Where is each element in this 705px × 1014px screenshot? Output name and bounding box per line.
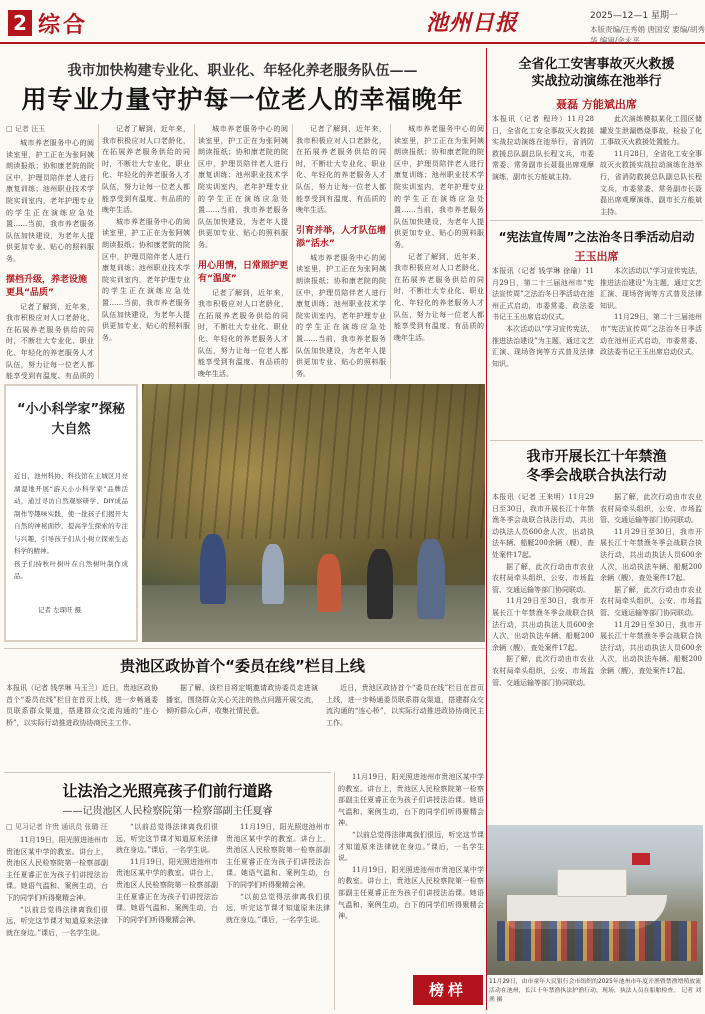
constitution-paragraph: 11月29日，第二十三届池州市“宪法宣传周”之法治冬日季活动在池州正式启动，市委常委、政法委书记王玉出席启动仪式。 (600, 313, 702, 357)
procuratorate-paragraph: 11月19日，阳光照进池州市贵池区某中学的教室。讲台上，贵池区人民检察院第一检察部副主任夏睿正在为孩子们讲授法治课。她语气温和、案例生动，台下的同学们听得聚精会神。 (338, 773, 484, 828)
drill-paragraph: 11月28日，全省化工安全事故灭火救援实战拉动演练在池举行，省消防救援总队副总队长程文兵，市委常委、常务副市长聂磊出席观摩演练，副市长方能斌主持。 (600, 149, 702, 216)
procuratorate-column-3 (226, 822, 330, 1010)
yangtze-paragraph: 据了解，此次行动由市农业农村局牵头组织，公安、市场监管、交通运输等部门协同联动。 (492, 562, 594, 594)
procuratorate-subtitle: ——记贵池区人民检察院第一检察部副主任夏睿 (62, 806, 273, 817)
drill-paragraph: 11月28日，全省化工安全事故灭火救援实战拉动演练在池举行，省消防救援总队副总队长程文兵，市委常委、常务副市长聂磊出席观摩演练，副市长方能斌主持。 (492, 115, 594, 181)
drill-byline: 本报讯（记者 程玲） (492, 115, 568, 123)
constitution-paragraph: 本次活动以“学习宣传宪法，推进法治建设”为主题，通过文艺汇演、现场咨询等方式普及法律知识。 (492, 324, 594, 368)
lead-paragraph: 记者了解到，近年来，我市积极应对人口老龄化，在拓展养老服务供给的同时，不断壮大专业化、职业化、年轻化的养老服务人才队伍，努力让每一位老人都能享受到有温度、有品质的晚年生活。 (198, 288, 288, 378)
procuratorate-column-2 (116, 822, 218, 1010)
section-divider (490, 440, 703, 441)
constitution-attendees: 王玉出席 (574, 250, 619, 263)
cppcc-headline: 贵池区政协首个“委员在线”栏目上线 (120, 657, 365, 675)
procuratorate-paragraph: “以前总觉得法律离我们很远，听完这节课才知道原来法律就在身边。”课后，一名学生说。 (6, 905, 108, 937)
nature-exploration-photo (142, 384, 485, 642)
lead-paragraph: 记者了解到，近年来，我市积极应对人口老龄化，在拓展养老服务供给的同时，不断壮大专业化、职业化、年轻化的养老服务人才队伍，努力让每一位老人都能享受到有温度、有品质的晚年生活。 (394, 252, 484, 342)
photo-person (367, 549, 393, 619)
column-divider (390, 124, 391, 379)
lead-subhead-3: 引育并举，人才队伍增添“活水” (296, 225, 387, 249)
photo-caption-text: 近日，池州科协、科技馆在主城区月亮湖湿地开展“游天小小科学家”品牌活动，通过寻访自然观察研学、DIY成品制作等趣味实践，使一批孩子们揭开大自然的神秘面纱，提高学生探索的专注与兴趣，引导孩子们从小树立探索生态科学的精神。 (14, 472, 128, 555)
constitution-column-1 (492, 266, 594, 436)
drill-column-1 (492, 114, 594, 214)
constitution-headline: “宪法宣传周”之法治冬日季活动启动 (498, 230, 695, 244)
lead-kicker: 我市加快构建专业化、职业化、年轻化养老服务队伍—— (67, 63, 418, 79)
lead-column-3 (198, 124, 288, 379)
column-divider (194, 124, 195, 379)
photo-trees (142, 384, 485, 539)
yangtze-paragraph: 据了解，此次行动由市农业农村局牵头组织，公安、市场监管、交通运输等部门协同联动。 (492, 655, 594, 687)
procuratorate-paragraph: “以前总觉得法律离我们很远，听完这节课才知道原来法律就在身边。”课后，一名学生说。 (116, 823, 218, 855)
yangtze-headline-line-1: 我市开展长江十年禁渔 (526, 449, 667, 465)
drill-headline-line-2: 实战拉动演练在池举行 (531, 74, 662, 89)
fish-release-photo (487, 825, 703, 975)
procuratorate-paragraph: 11月19日，阳光照进池州市贵池区某中学的教室。讲台上，贵池区人民检察院第一检察部副主任夏睿正在为孩子们讲授法治课。她语气温和、案例生动，台下的同学们听得聚精会神。 (338, 865, 484, 921)
procuratorate-paragraph: 11月19日，阳光照进池州市贵池区某中学的教室。讲台上，贵池区人民检察院第一检察部副主任夏睿正在为孩子们讲授法治课。她语气温和、案例生动，台下的同学们听得聚精会神。 (116, 857, 218, 924)
photo-flag (632, 853, 650, 865)
photo-person (262, 544, 284, 604)
lead-paragraph: 城市养老服务中心的阅读室里，护工正在为张阿姨朗读报纸；协和康老院的院区中，护理员陪伴老人进行康复训练；池州职业技术学院实训室内，老年护理专业的学生正在演练应急处置……当前，我市养老服务队伍加快建设，为老年人提供更加专业、贴心的照料服务。 (102, 217, 190, 342)
yangtze-paragraph: 11月29日至30日，我市开展长江十年禁渔冬季会战联合执法行动，共出动执法人员600余人次，出动执法车辆、船艇200余辆（艘），查处案件17起。 (492, 597, 594, 652)
photo-caption-tail: 孩子们持秋叶树叶在自然树叶制作成品。 (14, 559, 128, 580)
drill-headline-line-1: 全省化工安害事故灭火救援 (518, 57, 675, 72)
photo-person (417, 539, 445, 619)
photo-credit: 记者 左琛旺 摄 (38, 606, 82, 614)
cppcc-paragraph: 据了解，该栏目将定期邀请政协委员走进演播室，围绕群众关心关注的热点问题开展交流，倾听群众心声，收集社情民意。 (166, 684, 318, 716)
yangtze-headline-line-2: 冬季会战联合执法行动 (526, 468, 667, 484)
yangtze-paragraph: 11月29日至30日，我市开展长江十年禁渔冬季会战联合执法行动，共出动执法人员600余人次，出动执法车辆、船艇200余辆（艘），查处案件17起。 (600, 527, 702, 583)
lead-column-1 (6, 124, 94, 379)
lead-headline: 用专业力量守护每一位老人的幸福晚年 (21, 85, 464, 114)
lead-column-4 (296, 124, 386, 379)
section-divider (4, 772, 331, 773)
constitution-column-2 (600, 266, 702, 436)
yangtze-paragraph: 11月29日至30日，我市开展长江十年禁渔冬季会战联合执法行动，共出动执法人员600余人次，出动执法车辆、船艇200余辆（艘），查处案件17起。 (492, 493, 594, 559)
cppcc-column-2 (166, 683, 318, 768)
yangtze-column-2 (600, 492, 702, 820)
section-name: 综合 (38, 13, 89, 38)
editor-credits: 本版责编/汪秀娟 唐国安 要编/胡秀华 编审/余永平 (590, 25, 705, 45)
cppcc-byline: 本报讯（记者 钱学琳 马玉兰） (6, 684, 102, 692)
lead-paragraph: 城市养老服务中心的阅读室里，护工正在为张阿姨朗读报纸；协和康老院的院区中，护理员陪伴老人进行康复训练；池州职业技术学院实训室内，老年护理专业的学生正在演练应急处置……当前，我市养老服务队伍加快建设，为老年人提供更加专业、贴心的照料服务。 (6, 139, 94, 263)
cppcc-column-1 (6, 683, 158, 768)
lead-paragraph: 记者了解到，近年来，我市积极应对人口老龄化，在拓展养老服务供给的同时，不断壮大专业化、职业化、年轻化的养老服务人才队伍，努力让每一位老人都能享受到有温度、有品质的晚年生活。 (296, 125, 386, 215)
drill-paragraph: 此次演练模拟某化工园区储罐发生泄漏燃烧事故，检验了化工事故灭火救援处置能力。 (600, 115, 702, 147)
constitution-paragraph: 本次活动以“学习宣传宪法，推进法治建设”为主题，通过文艺汇演、现场咨询等方式普及法律知识。 (600, 267, 702, 310)
photo-story-caption (14, 470, 128, 583)
lead-column-2 (102, 124, 190, 379)
drill-column-2 (600, 114, 702, 214)
yangtze-paragraph: 据了解，此次行动由市农业农村局牵头组织，公安、市场监管、交通运输等部门协同联动。 (600, 493, 702, 525)
cppcc-paragraph: 近日，贵池区政协首个“委员在线”栏目在首页上线，进一步畅通委员联系群众渠道，搭建群众交流沟通的“连心桥”，以实际行动推进政协协商民主工作。 (6, 684, 159, 727)
lead-column-5 (394, 124, 484, 379)
masthead (0, 0, 705, 44)
yangtze-byline: 本报讯（记者 王来明） (492, 493, 569, 501)
yangtze-paragraph: 11月29日至30日，我市开展长江十年禁渔冬季会战联合执法行动，共出动执法人员600余人次，出动执法车辆、船艇200余辆（艘），查处案件17起。 (600, 620, 702, 675)
procuratorate-column-1 (6, 822, 108, 1010)
procuratorate-paragraph: “以前总觉得法律离我们很远，听完这节课才知道原来法律就在身边。”课后，一名学生说。 (226, 892, 330, 924)
yangtze-headline (490, 448, 703, 486)
procuratorate-paragraph: 11月19日，阳光照进池州市贵池区某中学的教室。讲台上，贵池区人民检察院第一检察部副主任夏睿正在为孩子们讲授法治课。她语气温和、案例生动，台下的同学们听得聚精会神。 (226, 823, 330, 889)
photo-crowd (497, 921, 697, 961)
lead-paragraph: 城市养老服务中心的阅读室里，护工正在为张阿姨朗读报纸；协和康老院的院区中，护理员陪伴老人进行康复训练；池州职业技术学院实训室内，老年护理专业的学生正在演练应急处置……当前，我市养老服务队伍加快建设，为老年人提供更加专业、贴心的照料服务。 (198, 125, 288, 249)
section-divider (4, 648, 485, 649)
lead-paragraph: 城市养老服务中心的阅读室里，护工正在为张阿姨朗读报纸；协和康老院的院区中，护理员陪伴老人进行康复训练；池州职业技术学院实训室内，老年护理专业的学生正在演练应急处置……当前，我市养老服务队伍加快建设，为老年人提供更加专业、贴心的照料服务。 (394, 125, 484, 249)
lead-paragraph: 记者了解到，近年来，我市积极应对人口老龄化，在拓展养老服务供给的同时，不断壮大专业化、职业化、年轻化的养老服务人才队伍，努力让每一位老人都能享受到有温度、有品质的晚年生活。 (102, 125, 190, 215)
column-divider (334, 772, 335, 1010)
yangtze-column-1 (492, 492, 594, 820)
procuratorate-paragraph: 11月19日，阳光照进池州市贵池区某中学的教室。讲台上，贵池区人民检察院第一检察部副主任夏睿正在为孩子们讲授法治课。她语气温和、案例生动，台下的同学们听得聚精会神。 (6, 836, 108, 902)
cppcc-paragraph: 近日，贵池区政协首个“委员在线”栏目在首页上线，进一步畅通委员联系群众渠道，搭建群众交流沟通的“连心桥”，以实际行动推进政协协商民主工作。 (326, 684, 484, 727)
issue-date: 2025—12—1 星期一 (590, 11, 678, 21)
column-divider (292, 124, 293, 379)
photo-person (200, 534, 226, 604)
procuratorate-byline: □ 见习记者 许贵 通讯员 张璐 汪 (6, 823, 108, 831)
constitution-paragraph: 11月29日，第二十三届池州市“宪法宣传周”之法治冬日季活动在池州正式启动，市委常委、政法委书记王玉出席启动仪式。 (492, 267, 594, 322)
lead-paragraph: 城市养老服务中心的阅读室里，护工正在为张阿姨朗读报纸；协和康老院的院区中，护理员陪伴老人进行康复训练；池州职业技术学院实训室内，老年护理专业的学生正在演练应急处置……当前，我市养老服务队伍加快建设，为老年人提供更加专业、贴心的照料服务。 (296, 253, 386, 378)
lead-paragraph: 记者了解到，近年来，我市积极应对人口老龄化，在拓展养老服务供给的同时，不断壮大专业化、职业化、年轻化的养老服务人才队伍，努力让每一位老人都能享受到有温度、有品质的 (6, 302, 94, 381)
cppcc-column-3 (326, 683, 484, 768)
newspaper-logo: 池州日报 (426, 10, 519, 36)
drill-headline (490, 56, 703, 90)
lead-subhead-2: 用心用情，日常照护更有“温度” (198, 260, 289, 284)
lead-byline: □ 记者 汪玉 (6, 125, 46, 133)
procuratorate-headline: 让法治之光照亮孩子们前行道路 (62, 782, 273, 800)
role-model-badge: 榜样 (413, 975, 483, 1005)
constitution-byline: 本报讯（记者 钱学琳 徐瑜） (492, 267, 586, 275)
column-divider (98, 124, 99, 379)
drill-attendees: 聂磊 方能斌出席 (556, 98, 637, 111)
photo-story-title: “小小科学家”探秘大自然 (16, 402, 126, 437)
photo-person (317, 554, 341, 612)
procuratorate-paragraph: “以前总觉得法律离我们很远，听完这节课才知道原来法律就在身边。”课后，一名学生说。 (338, 830, 484, 863)
yangtze-paragraph: 据了解，此次行动由市农业农村局牵头组织，公安、市场监管、交通运输等部门协同联动。 (600, 585, 702, 617)
page-number: 2 (8, 10, 32, 36)
procuratorate-column-4 (338, 772, 484, 972)
fish-release-caption: 11月29日，由市童年人民银行会市组织的2025年池州市年度开渔暨禁渔增殖放流活动在池州，长江十年禁渔执法护渔行动，现场，执法人员在船舶检查。 记者 刘渔 摄 (489, 979, 701, 1003)
section-divider (490, 220, 703, 221)
photo-boat-cabin (557, 869, 627, 897)
lead-subhead-1: 摆档升级，养老设施更具“品质” (6, 274, 88, 298)
